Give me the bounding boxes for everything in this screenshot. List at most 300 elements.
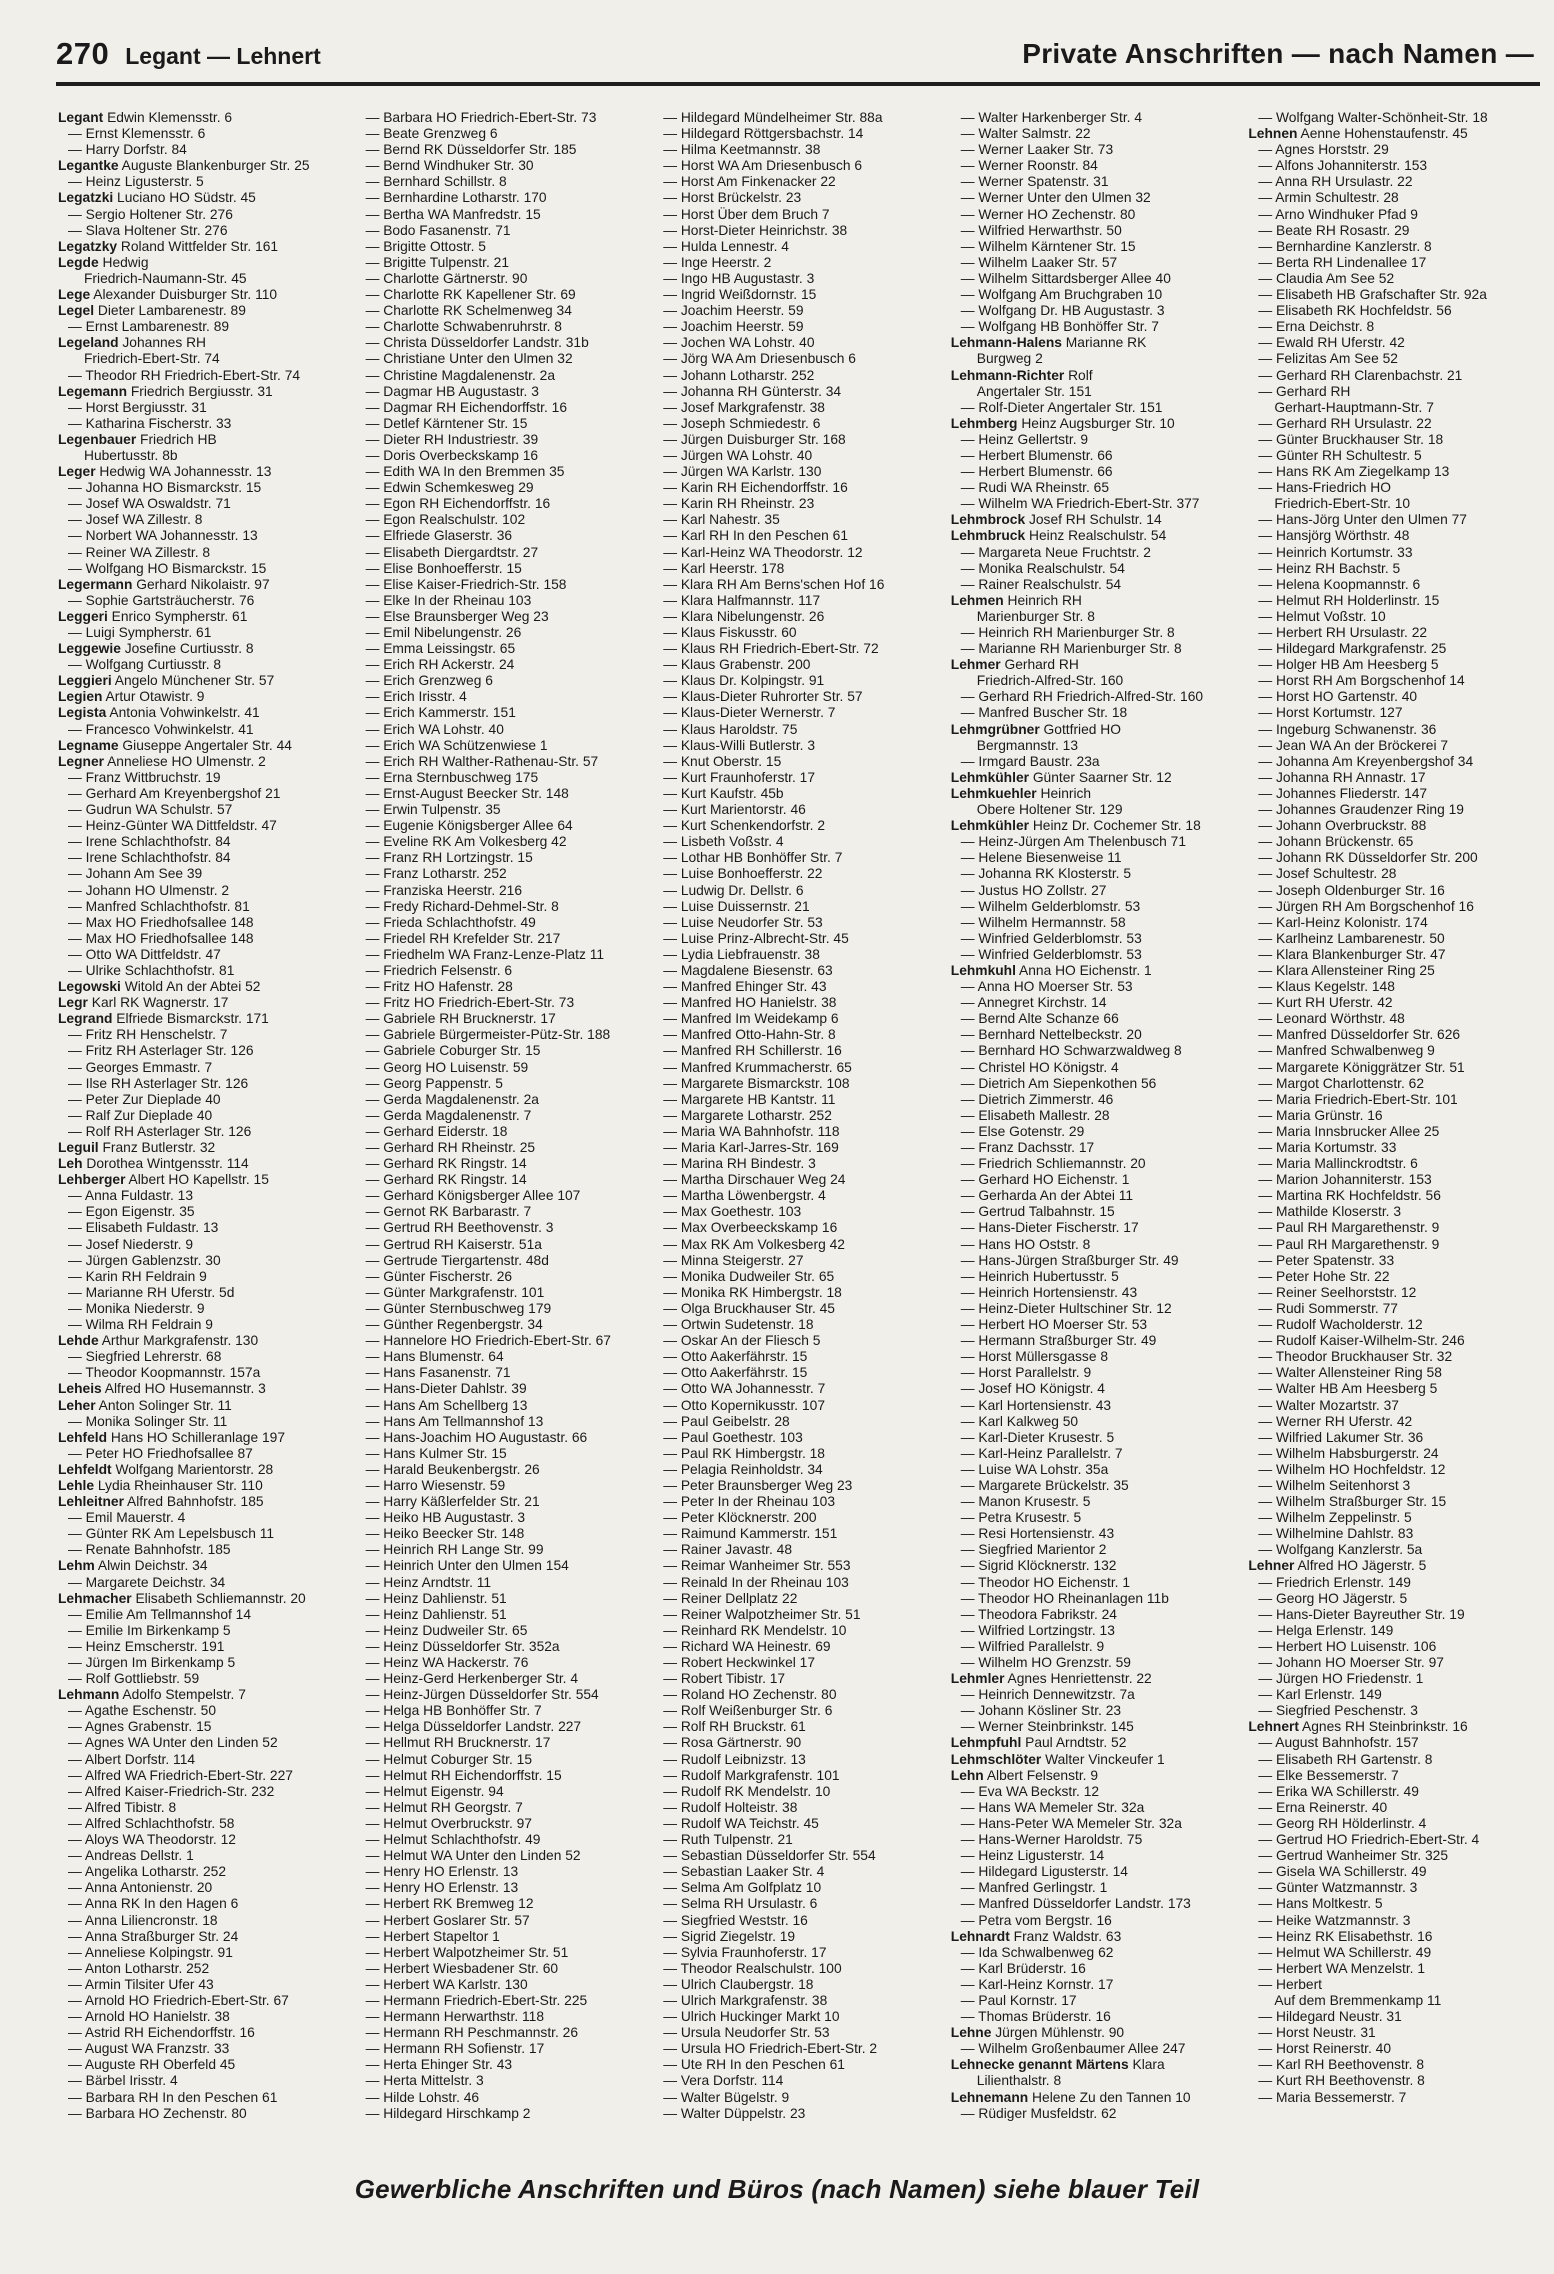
- entry-text: — Karin RH Eichendorffstr. 16: [663, 480, 848, 496]
- entry-text: — Gerhard RH Friedrich-Alfred-Str. 160: [960, 689, 1204, 705]
- entry-text: — Herbert Blumenstr. 66: [960, 447, 1113, 463]
- entry-text: — Berta RH Lindenallee 17: [1258, 254, 1427, 270]
- entry-text: — Rudolf Holteistr. 38: [663, 1799, 798, 1815]
- directory-entry: [1248, 979, 1534, 995]
- directory-entry: [356, 2025, 642, 2041]
- entry-text: — Günter RH Schultestr. 5: [1258, 447, 1422, 463]
- entry-text: — Luise Neudorfer Str. 53: [663, 914, 823, 930]
- entry-text: Walter Vinckeufer 1: [1041, 1751, 1165, 1767]
- entry-text: — Gerhard RK Ringstr. 14: [365, 1156, 527, 1172]
- directory-entry: [356, 1398, 642, 1414]
- directory-entry: [1248, 1124, 1534, 1140]
- entry-text: — Hans HO Oststr. 8: [960, 1236, 1091, 1252]
- directory-entry: [653, 931, 939, 947]
- entry-text: — Heinz WA Hackerstr. 76: [365, 1655, 529, 1670]
- directory-entry: [653, 1124, 939, 1140]
- directory-entry: [58, 1381, 344, 1397]
- directory-entry: [58, 1848, 344, 1864]
- directory-entry: [356, 1768, 642, 1784]
- directory-entry: [951, 1526, 1237, 1542]
- directory-entry: [653, 850, 939, 866]
- entry-text: — Hildegard Markgrafenstr. 25: [1258, 641, 1447, 657]
- directory-entry: [653, 1140, 939, 1156]
- directory-entry: [356, 2073, 642, 2089]
- entry-text: — Karin RH Feldrain 9: [68, 1268, 207, 1284]
- entry-text: — Detlef Kärntener Str. 15: [365, 415, 528, 431]
- entry-text: — Slava Holtener Str. 276: [68, 222, 228, 238]
- entry-text: Alexander Duisburger Str. 110: [90, 287, 278, 303]
- entry-text: — Maria Bessemerstr. 7: [1258, 2089, 1407, 2105]
- directory-column-3: [653, 110, 939, 2160]
- entry-text: — Günther Regenbergstr. 34: [365, 1317, 543, 1333]
- entry-text: Gerhard Nikolaistr. 97: [132, 576, 270, 592]
- entry-text: — Jörg WA Am Driesenbusch 6: [663, 351, 856, 367]
- directory-entry: [951, 2090, 1237, 2106]
- entry-text: Anneliese HO Ulmenstr. 2: [104, 753, 266, 769]
- directory-entry: [653, 673, 939, 689]
- directory-entry: [951, 1510, 1237, 1526]
- directory-entry: [1248, 866, 1534, 882]
- entry-text: — Horst Am Finkenacker 22: [663, 174, 836, 190]
- directory-entry: [951, 883, 1237, 899]
- directory-entry: [951, 754, 1237, 770]
- directory-entry: [653, 705, 939, 721]
- entry-text: — Reiner WA Zillestr. 8: [68, 544, 211, 560]
- entry-text: — Helmut Voßstr. 10: [1258, 608, 1386, 624]
- entry-text: — Horst Kortumstr. 127: [1258, 705, 1403, 721]
- entry-text: — Johanna Am Kreyenbergshof 34: [1258, 753, 1474, 769]
- entry-text: — Arnold HO Friedrich-Ebert-Str. 67: [68, 1992, 289, 2008]
- directory-entry: [653, 1043, 939, 1059]
- entry-text: — Herbert WA Karlstr. 130: [365, 1976, 528, 1992]
- directory-entry: [951, 995, 1237, 1011]
- entry-text: — Rainer Realschulstr. 54: [960, 576, 1122, 592]
- directory-entry: [951, 2009, 1237, 2025]
- directory-entry: [58, 1671, 344, 1687]
- directory-entry: [356, 866, 642, 882]
- entry-text: — Johanna HO Bismarckstr. 15: [68, 480, 262, 496]
- entry-text: — Bernd Windhuker Str. 30: [365, 158, 534, 174]
- surname-heading: Legenbauer: [58, 431, 137, 447]
- directory-entry: [356, 1993, 642, 2009]
- entry-text: — Klara Blankenburger Str. 47: [1258, 946, 1446, 962]
- entry-text: — Helga HB Bonhöffer Str. 7: [365, 1703, 542, 1719]
- entry-text: — Minna Steigerstr. 27: [663, 1252, 804, 1268]
- directory-entry: [58, 158, 344, 174]
- directory-entry: [951, 448, 1237, 464]
- entry-text: — Wilfried Parallelstr. 9: [960, 1638, 1105, 1654]
- entry-text: — Horst Bergiusstr. 31: [68, 399, 207, 415]
- entry-text: — Alfred WA Friedrich-Ebert-Str. 227: [68, 1767, 293, 1783]
- directory-entry: [951, 126, 1237, 142]
- entry-text: — Olga Bruckhauser Str. 45: [663, 1300, 835, 1316]
- entry-text: — Barbara HO Zechenstr. 80: [68, 2105, 247, 2121]
- directory-entry: [951, 1381, 1237, 1397]
- directory-entry: [356, 2057, 642, 2073]
- directory-entry: [653, 754, 939, 770]
- directory-entry: [1248, 432, 1534, 448]
- surname-heading: Leggewie: [58, 641, 121, 657]
- entry-text: — Katharina Fischerstr. 33: [68, 415, 232, 431]
- directory-entry: [653, 1945, 939, 1961]
- entry-text: — Vera Dorfstr. 114: [663, 2073, 784, 2089]
- entry-text: — Ralf Zur Dieplade 40: [68, 1107, 213, 1123]
- directory-entry: [951, 1703, 1237, 1719]
- surname-heading: Leheis: [58, 1381, 102, 1397]
- entry-text: — Ida Schwalbenweg 62: [960, 1944, 1114, 1960]
- directory-entry: [653, 995, 939, 1011]
- directory-entry: [58, 1172, 344, 1188]
- entry-text: — Herbert RH Ursulastr. 22: [1258, 625, 1428, 640]
- directory-entry: [356, 528, 642, 544]
- directory-entry: [356, 705, 642, 721]
- directory-entry: [356, 561, 642, 577]
- entry-text: Heinz Realschulstr. 54: [1025, 528, 1167, 544]
- directory-entry: [653, 625, 939, 641]
- entry-text: — Friedrich Erlenstr. 149: [1258, 1574, 1411, 1590]
- entry-text: — Wilhelm Großenbaumer Allee 247: [960, 2041, 1186, 2057]
- entry-text: — Hans Moltkestr. 5: [1258, 1896, 1383, 1912]
- directory-entry: [356, 1462, 642, 1478]
- entry-text: — Horst RH Am Borgschenhof 14: [1258, 673, 1465, 689]
- entry-text: — Rolf-Dieter Angertaler Str. 151: [960, 399, 1163, 415]
- surname-heading: Lehnert: [1248, 1719, 1299, 1735]
- entry-text: Artur Otawistr. 9: [102, 689, 205, 705]
- directory-entry: [951, 1735, 1237, 1751]
- directory-entry: [653, 1832, 939, 1848]
- entry-text: — Fritz RH Asterlager Str. 126: [68, 1043, 254, 1059]
- entry-text: — Manfred Gerlingstr. 1: [960, 1880, 1108, 1896]
- directory-entry: [356, 1880, 642, 1896]
- directory-entry: [1248, 802, 1534, 818]
- directory-entry: [1248, 223, 1534, 239]
- directory-entry: [653, 1993, 939, 2009]
- directory-entry: [1248, 400, 1534, 416]
- directory-entry: [653, 319, 939, 335]
- entry-text: — Manfred RH Schillerstr. 16: [663, 1043, 842, 1059]
- directory-entry: [356, 1671, 642, 1687]
- directory-entry: [1248, 689, 1534, 705]
- entry-text: — Erich RH Walther-Rathenau-Str. 57: [365, 753, 599, 769]
- directory-entry: [356, 1381, 642, 1397]
- entry-text: — Günter Bruckhauser Str. 18: [1258, 431, 1444, 447]
- directory-entry: [58, 239, 344, 255]
- directory-entry: [653, 1398, 939, 1414]
- entry-text: Albert Felsenstr. 9: [983, 1767, 1099, 1783]
- directory-entry: [58, 1961, 344, 1977]
- directory-entry: [1248, 126, 1534, 142]
- entry-text: — Bärbel Irisstr. 4: [68, 2073, 178, 2089]
- directory-entry: [653, 1671, 939, 1687]
- directory-entry: [951, 963, 1237, 979]
- directory-entry: [951, 384, 1237, 400]
- directory-entry: [653, 223, 939, 239]
- entry-text: — Siegfried Marientor 2: [960, 1542, 1107, 1558]
- directory-entry: [653, 1575, 939, 1591]
- directory-entry: [356, 2106, 642, 2122]
- directory-entry: [653, 561, 939, 577]
- directory-entry: [58, 271, 344, 287]
- directory-entry: [58, 1526, 344, 1542]
- directory-entry: [58, 142, 344, 158]
- directory-entry: [653, 1076, 939, 1092]
- directory-entry: [356, 577, 642, 593]
- entry-text: — Barbara HO Friedrich-Ebert-Str. 73: [365, 110, 597, 125]
- entry-text: — Manon Krusestr. 5: [960, 1494, 1091, 1510]
- entry-text: — Franz Wittbruchstr. 19: [68, 769, 221, 785]
- entry-text: — Friedrich Schliemannstr. 20: [960, 1156, 1146, 1172]
- page-range-title: Legant — Lehnert: [125, 43, 321, 69]
- directory-entry: [356, 657, 642, 673]
- directory-entry: [653, 1188, 939, 1204]
- directory-entry: [1248, 1977, 1534, 1993]
- directory-entry: [356, 963, 642, 979]
- entry-text: — Jürgen Im Birkenkamp 5: [68, 1655, 236, 1670]
- entry-text: — Peter In der Rheinau 103: [663, 1494, 835, 1510]
- directory-entry: [356, 158, 642, 174]
- directory-entry: [951, 1333, 1237, 1349]
- entry-text: — Josef WA Oswaldstr. 71: [68, 496, 231, 512]
- directory-entry: [356, 1800, 642, 1816]
- directory-entry: [356, 1365, 642, 1381]
- entry-text: Friedrich Bergiusstr. 31: [127, 383, 273, 399]
- entry-text: — Franz Dachsstr. 17: [960, 1140, 1095, 1155]
- directory-entry: [1248, 1510, 1534, 1526]
- directory-entry: [951, 1398, 1237, 1414]
- surname-heading: Legrand: [58, 1011, 113, 1027]
- directory-entry: [58, 1703, 344, 1719]
- directory-entry: [356, 1848, 642, 1864]
- directory-entry: [653, 1784, 939, 1800]
- directory-entry: [653, 818, 939, 834]
- directory-entry: [951, 625, 1237, 641]
- directory-entry: [1248, 1414, 1534, 1430]
- entry-text: — Rudolf Leibnizstr. 13: [663, 1751, 806, 1767]
- entry-text: — Günter Markgrafenstr. 101: [365, 1284, 545, 1300]
- entry-text: — Rosa Gärtnerstr. 90: [663, 1735, 802, 1751]
- entry-text: — Emma Leissingstr. 65: [365, 641, 516, 657]
- surname-heading: Legant: [58, 110, 104, 125]
- entry-text: — Jürgen WA Karlstr. 130: [663, 464, 822, 480]
- entry-text: — Joachim Heerstr. 59: [663, 319, 804, 335]
- surname-heading: Lehfeldt: [58, 1461, 112, 1477]
- entry-text: — Ilse RH Asterlager Str. 126: [68, 1075, 249, 1091]
- directory-entry: [58, 1430, 344, 1446]
- entry-text: — Claudia Am See 52: [1258, 270, 1395, 286]
- entry-text: Klara: [1128, 2057, 1165, 2073]
- directory-entry: [58, 1735, 344, 1751]
- entry-text: — Margot Charlottenstr. 62: [1258, 1075, 1425, 1091]
- entry-text: — Wilhelm Seitenhorst 3: [1258, 1477, 1411, 1493]
- entry-text: — Hans-Peter WA Memeler Str. 32a: [960, 1815, 1182, 1831]
- directory-entry: [951, 142, 1237, 158]
- directory-entry: [951, 1816, 1237, 1832]
- entry-text: — August WA Franzstr. 33: [68, 2041, 230, 2057]
- directory-entry: [653, 1607, 939, 1623]
- entry-text: — Harry Dorfstr. 84: [68, 142, 187, 158]
- directory-entry: [58, 818, 344, 834]
- entry-text: Alwin Deichstr. 34: [94, 1558, 208, 1574]
- directory-entry: [1248, 2025, 1534, 2041]
- directory-entry: [653, 1333, 939, 1349]
- directory-entry: [58, 255, 344, 271]
- entry-text: — Renate Bahnhofstr. 185: [68, 1542, 231, 1558]
- directory-entry: [356, 1333, 642, 1349]
- directory-entry: [653, 689, 939, 705]
- directory-entry: [58, 1124, 344, 1140]
- directory-entry: [356, 1253, 642, 1269]
- entry-text: — Otto WA Johannesstr. 7: [663, 1381, 826, 1397]
- directory-entry: [653, 1639, 939, 1655]
- directory-entry: [951, 432, 1237, 448]
- entry-text: — Erich RH Ackerstr. 24: [365, 657, 515, 673]
- entry-text: — Karl-Heinz Parallelstr. 7: [960, 1445, 1123, 1461]
- directory-entry: [951, 593, 1237, 609]
- entry-text: — Johann HO Moerser Str. 97: [1258, 1655, 1444, 1670]
- entry-text: — Klara Halfmannstr. 117: [663, 592, 821, 608]
- entry-text: — Raimund Kammerstr. 151: [663, 1526, 838, 1542]
- entry-text: — Josef Niederstr. 9: [68, 1236, 193, 1252]
- entry-text: — Herbert Goslarer Str. 57: [365, 1912, 530, 1928]
- directory-entry: [1248, 1929, 1534, 1945]
- directory-entry: [356, 995, 642, 1011]
- entry-text: — Heiko Beecker Str. 148: [365, 1526, 525, 1542]
- directory-entry: [951, 722, 1237, 738]
- entry-text: — Johann Am See 39: [68, 866, 203, 882]
- directory-entry: [356, 609, 642, 625]
- entry-text: — Klaus Dr. Kolpingstr. 91: [663, 673, 825, 689]
- entry-text: — Hans WA Memeler Str. 32a: [960, 1799, 1145, 1815]
- directory-entry: [356, 545, 642, 561]
- directory-entry: [653, 979, 939, 995]
- entry-text: Agnes Henriettenstr. 22: [1004, 1671, 1152, 1687]
- directory-entry: [58, 1993, 344, 2009]
- directory-entry: [951, 1558, 1237, 1574]
- entry-text: — Erna Reinerstr. 40: [1258, 1799, 1388, 1815]
- entry-text: — Georg RH Hölderlinstr. 4: [1258, 1815, 1427, 1831]
- entry-text: — Manfred Ehinger Str. 43: [663, 979, 827, 995]
- entry-text: — Gerhard Königsberger Allee 107: [365, 1188, 581, 1204]
- directory-entry: [653, 947, 939, 963]
- directory-entry: [1248, 673, 1534, 689]
- entry-text: — Rüdiger Musfeldstr. 62: [960, 2105, 1117, 2121]
- entry-text: — Egon Eigenstr. 35: [68, 1204, 195, 1220]
- directory-entry: [653, 641, 939, 657]
- directory-entry: [951, 271, 1237, 287]
- directory-entry: [58, 1880, 344, 1896]
- entry-text: — Monika Realschulstr. 54: [960, 560, 1125, 576]
- directory-entry: [58, 866, 344, 882]
- entry-text: — Thomas Brüderstr. 16: [960, 2009, 1111, 2025]
- entry-text: — Gerhard RH Clarenbachstr. 21: [1258, 367, 1463, 383]
- entry-text: Hedwig WA Johannesstr. 13: [95, 464, 272, 480]
- directory-entry: [1248, 1301, 1534, 1317]
- directory-entry: [951, 2057, 1237, 2073]
- directory-entry: [951, 1687, 1237, 1703]
- directory-entry: [951, 1253, 1237, 1269]
- entry-text: — Klaus Grabenstr. 200: [663, 657, 811, 673]
- surname-heading: Lehmschlöter: [950, 1751, 1042, 1767]
- directory-entry: [356, 384, 642, 400]
- directory-entry: [1248, 705, 1534, 721]
- entry-text: — Johannes Fliederstr. 147: [1258, 785, 1428, 801]
- surname-heading: Lehmer: [950, 657, 1001, 673]
- entry-text: Dieter Lambarenestr. 89: [94, 303, 246, 319]
- directory-entry: [951, 1237, 1237, 1253]
- entry-text: — Marina RH Bindestr. 3: [663, 1156, 816, 1172]
- page-header: [56, 36, 1534, 88]
- entry-text: — Monika Dudweiler Str. 65: [663, 1268, 835, 1284]
- entry-text: Franz Butlerstr. 32: [98, 1140, 216, 1155]
- directory-entry: [1248, 351, 1534, 367]
- entry-text: — Helmut Coburger Str. 15: [365, 1751, 532, 1767]
- directory-entry: [951, 464, 1237, 480]
- directory-entry: [951, 1140, 1237, 1156]
- directory-entry: [58, 1156, 344, 1172]
- entry-text: — Ursula Neudorfer Str. 53: [663, 2025, 830, 2041]
- directory-entry: [653, 368, 939, 384]
- entry-text: — Herbert HO Luisenstr. 106: [1258, 1638, 1437, 1654]
- directory-entry: [58, 303, 344, 319]
- directory-entry: [1248, 1011, 1534, 1027]
- entry-text: — Horst Brückelstr. 23: [663, 190, 802, 206]
- entry-text: — Heinz Ligusterstr. 5: [68, 174, 204, 190]
- directory-entry: [356, 1237, 642, 1253]
- directory-entry: [951, 1896, 1237, 1912]
- entry-text: Adolfo Stempelstr. 7: [119, 1687, 246, 1703]
- directory-entry: [653, 1510, 939, 1526]
- entry-text: — Georges Emmastr. 7: [68, 1059, 213, 1075]
- directory-entry: [653, 1591, 939, 1607]
- directory-entry: [356, 464, 642, 480]
- entry-text: — Ernst Lambarenestr. 89: [68, 319, 230, 335]
- directory-entry: [653, 1446, 939, 1462]
- entry-text: — Angelika Lotharstr. 252: [68, 1864, 226, 1880]
- directory-entry: [58, 802, 344, 818]
- surname-heading: Lehnemann: [950, 2089, 1029, 2105]
- directory-entry: [653, 2106, 939, 2122]
- entry-text: — Horst WA Am Driesenbusch 6: [663, 158, 863, 174]
- entry-text: — Arnold HO Hanielstr. 38: [68, 2009, 230, 2025]
- entry-text: — Wilhelm Straßburger Str. 15: [1258, 1494, 1447, 1510]
- entry-text: — Gertrud HO Friedrich-Ebert-Str. 4: [1258, 1832, 1480, 1848]
- entry-text: — Peter Klöcknerstr. 200: [663, 1510, 817, 1526]
- entry-text: — Magdalene Biesenstr. 63: [663, 962, 833, 978]
- directory-entry: [1248, 770, 1534, 786]
- directory-entry: [951, 979, 1237, 995]
- directory-entry: [1248, 1848, 1534, 1864]
- directory-entry: [1248, 319, 1534, 335]
- entry-text: — Heinz Düsseldorfer Str. 352a: [365, 1638, 560, 1654]
- directory-entry: [58, 1285, 344, 1301]
- entry-text: — Wilhelm Habsburgerstr. 24: [1258, 1445, 1439, 1461]
- entry-text: — Gabriele Bürgermeister-Pütz-Str. 188: [365, 1027, 611, 1043]
- surname-heading: Lehmpfuhl: [950, 1735, 1022, 1751]
- entry-text: — Jürgen Duisburger Str. 168: [663, 431, 846, 447]
- directory-entry: [653, 432, 939, 448]
- directory-entry: [1248, 1140, 1534, 1156]
- entry-text: — Norbert WA Johannesstr. 13: [68, 528, 258, 544]
- entry-text: — Emilie Im Birkenkamp 5: [68, 1622, 231, 1638]
- surname-heading: Lehfeld: [58, 1429, 108, 1445]
- entry-text: Heinz Augsburger Str. 10: [1017, 415, 1175, 431]
- entry-text: — Knut Oberstr. 15: [663, 753, 782, 769]
- entry-text: — Martina RK Hochfeldstr. 56: [1258, 1188, 1441, 1204]
- entry-text: — Joachim Heerstr. 59: [663, 303, 804, 319]
- directory-entry: [1248, 850, 1534, 866]
- entry-text: — Josef HO Königstr. 4: [960, 1381, 1105, 1397]
- directory-entry: [653, 545, 939, 561]
